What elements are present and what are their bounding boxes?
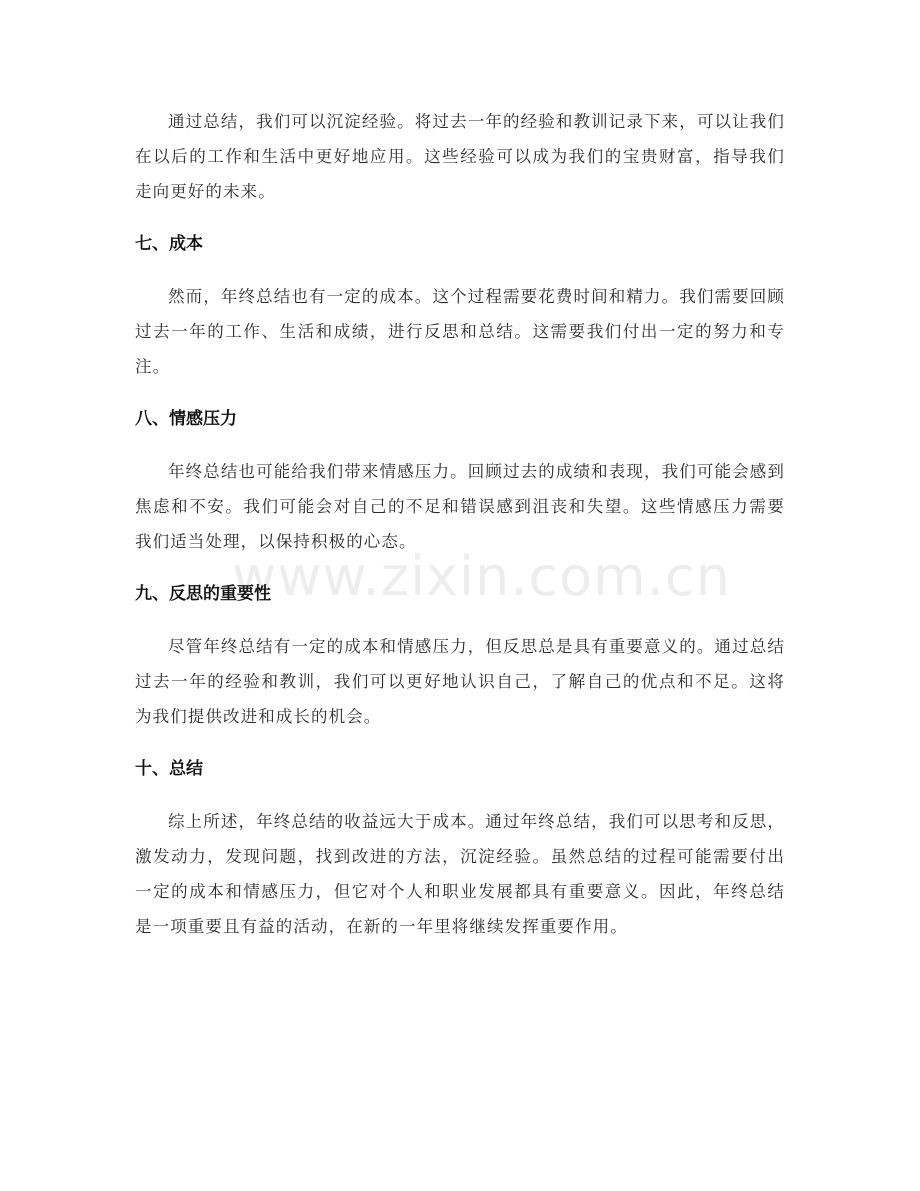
heading-summary: 十、总结 xyxy=(135,759,203,779)
document-body xyxy=(135,104,785,944)
heading-emotional-pressure: 八、情感压力 xyxy=(135,409,237,429)
paragraph-summary: 综上所述，年终总结的收益远大于成本。通过年终总结，我们可以思考和反思，激发动力，发现问题，找到改进的方法，沉淀经验。虽然总结的过程可能需要付出一定的成本和情感压力，但它对个人和职业发展都具有重要意义。因此，年终总结是一项重要且有益的活动，在新的一年里将继续发挥重要作用。 xyxy=(135,812,785,936)
heading-cost: 七、成本 xyxy=(135,234,203,254)
heading-importance-of-reflection: 九、反思的重要性 xyxy=(135,584,271,604)
paragraph-cost: 然而，年终总结也有一定的成本。这个过程需要花费时间和精力。我们需要回顾过去一年的工作、生活和成绩，进行反思和总结。这需要我们付出一定的努力和专注。 xyxy=(135,287,785,376)
paragraph-emotional-pressure: 年终总结也可能给我们带来情感压力。回顾过去的成绩和表现，我们可能会感到焦虑和不安。我们可能会对自己的不足和错误感到沮丧和失望。这些情感压力需要我们适当处理，以保持积极的心态。 xyxy=(135,462,785,551)
paragraph-importance-of-reflection: 尽管年终总结有一定的成本和情感压力，但反思总是具有重要意义的。通过总结过去一年的经验和教训，我们可以更好地认识自己，了解自己的优点和不足。这将为我们提供改进和成长的机会。 xyxy=(135,637,785,726)
paragraph-experience: 通过总结，我们可以沉淀经验。将过去一年的经验和教训记录下来，可以让我们在以后的工作和生活中更好地应用。这些经验可以成为我们的宝贵财富，指导我们走向更好的未来。 xyxy=(135,112,785,201)
watermark: www.zixin.com.cn xyxy=(232,545,731,608)
